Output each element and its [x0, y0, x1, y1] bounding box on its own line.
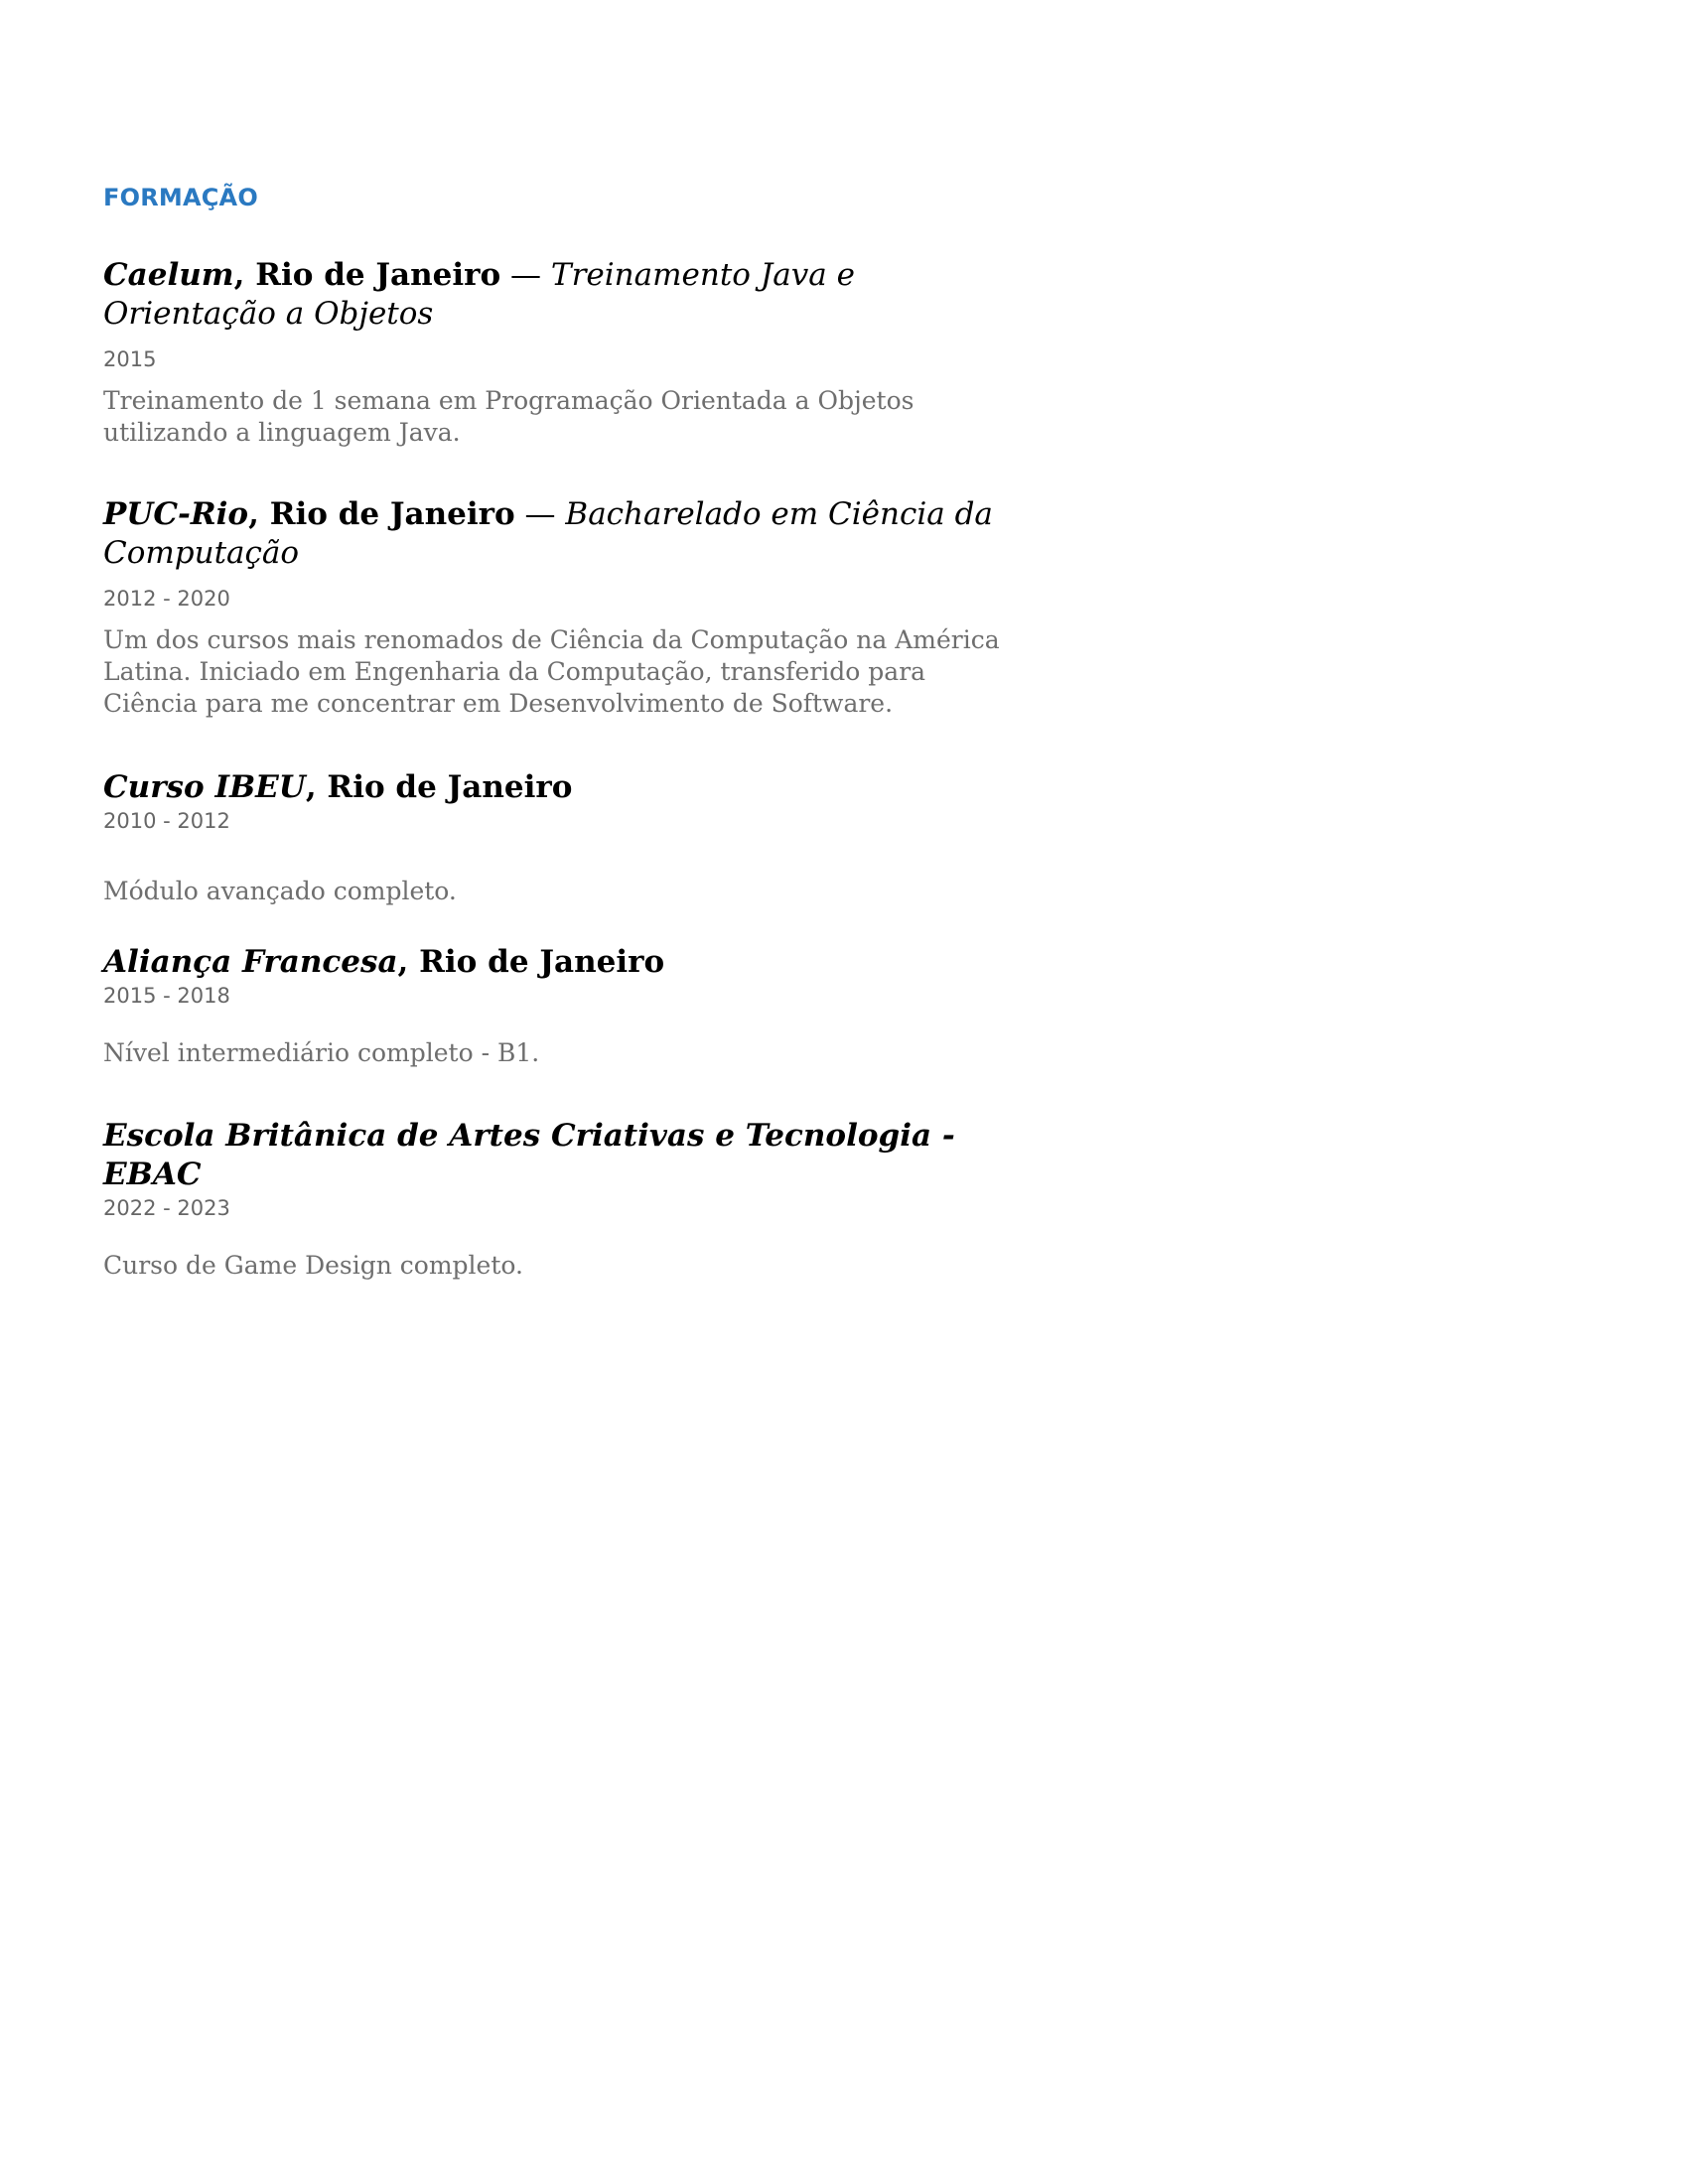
entry-title — [103, 1117, 1017, 1194]
education-entry-caelum — [103, 256, 1017, 449]
entry-title — [103, 768, 1017, 807]
entry-separator: — — [514, 496, 566, 532]
entry-description: Treinamento de 1 semana em Programação Orientada a Objetos utilizando a linguagem Java. — [103, 386, 914, 447]
education-entry-alianca-francesa — [103, 943, 1017, 1069]
entry-location: , Rio de Janeiro — [305, 769, 573, 805]
entry-institution: Caelum — [103, 257, 234, 293]
entry-degree: Treinamento Java e Orientação a Objetos — [103, 257, 855, 332]
entry-date: 2010 - 2012 — [103, 809, 230, 833]
entry-date: 2015 — [103, 347, 157, 371]
education-entry-puc-rio — [103, 495, 1017, 720]
entry-date: 2012 - 2020 — [103, 587, 230, 611]
entry-location: , Rio de Janeiro — [233, 257, 501, 293]
entry-institution: PUC-Rio — [103, 496, 249, 532]
entry-separator: — — [500, 257, 551, 293]
entry-description: Um dos cursos mais renomados de Ciência da Computação na América Latina. Iniciado em Engenharia da Computação, transferido para Ciência para me concentrar em Desenvolvimento de Software. — [103, 625, 1000, 718]
entry-title — [103, 943, 1017, 982]
entry-institution: Aliança Francesa — [103, 944, 398, 980]
entry-description: Curso de Game Design completo. — [103, 1251, 523, 1280]
section-title-education: FORMAÇÃO — [103, 184, 258, 211]
entry-description: Nível intermediário completo - B1. — [103, 1038, 540, 1067]
entry-institution: Escola Britânica de Artes Criativas e Tecnologia - EBAC — [103, 1118, 955, 1192]
education-entry-ibeu — [103, 768, 1017, 907]
education-entry-ebac — [103, 1117, 1017, 1282]
entry-date: 2022 - 2023 — [103, 1196, 230, 1220]
entry-degree: Bacharelado em Ciência da Computação — [103, 496, 993, 571]
entry-description: Módulo avançado completo. — [103, 877, 457, 905]
entry-title — [103, 256, 1017, 334]
entry-location: , Rio de Janeiro — [397, 944, 665, 980]
entry-date: 2015 - 2018 — [103, 984, 230, 1008]
entry-title — [103, 495, 1017, 573]
entry-institution: Curso IBEU — [103, 769, 306, 805]
entry-location: , Rio de Janeiro — [248, 496, 515, 532]
